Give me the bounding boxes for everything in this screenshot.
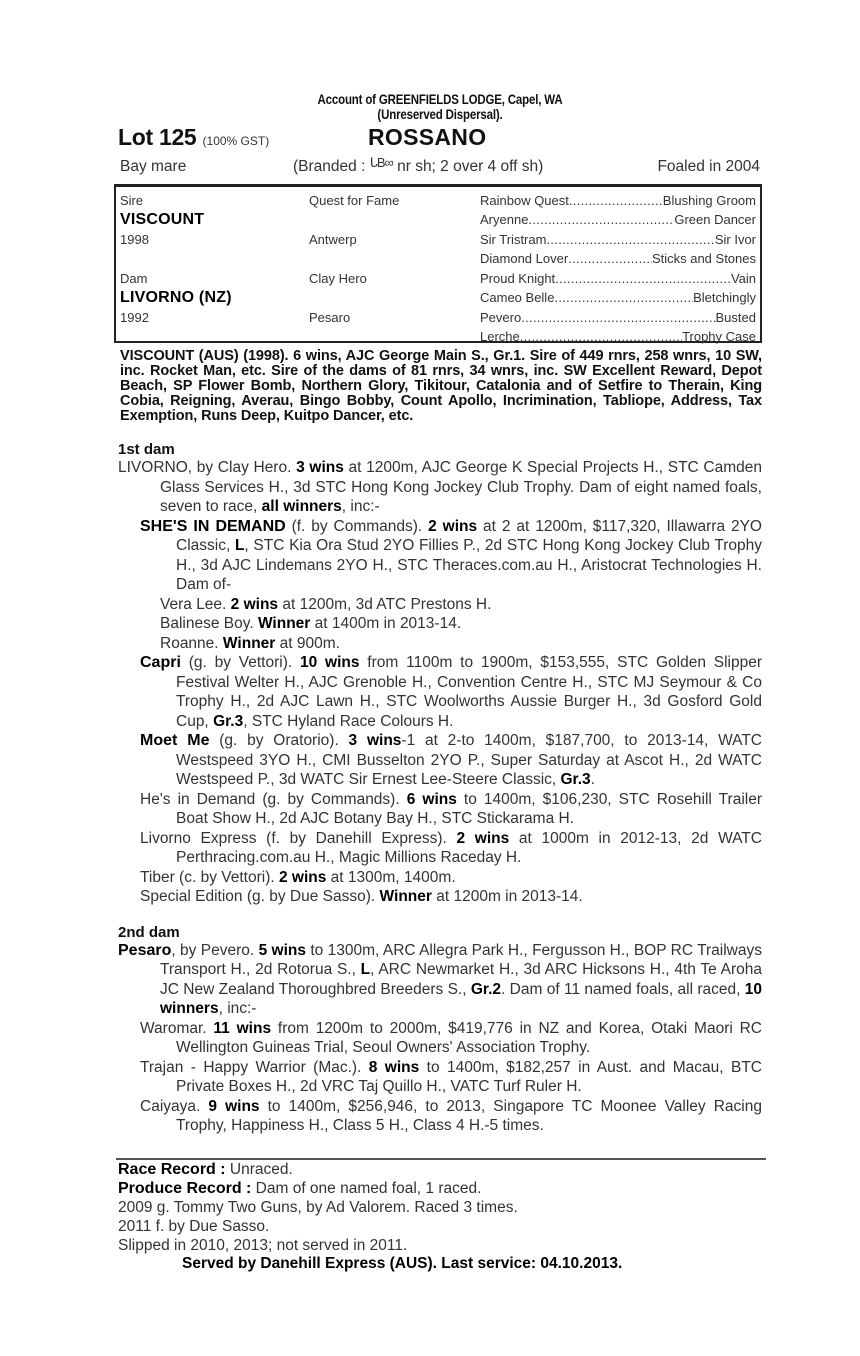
emphasis: Gr.2: [470, 980, 502, 998]
text: , by Clay Hero.: [187, 459, 297, 476]
pedigree-gen3-row: [480, 310, 756, 325]
gen3-left: Rainbow Quest: [480, 193, 569, 208]
text: to 1400m, $256,946, to 2013, Singapore TC Moonee Valley Racing Trophy, Happiness H., Class 5 H., Class 4 H.-5 times.: [176, 1097, 762, 1134]
progeny-name: Roanne.: [160, 634, 223, 652]
text: (g. by Vettori).: [180, 654, 300, 671]
gst-note: (100% GST): [202, 134, 270, 148]
pedigree-table: [114, 184, 762, 343]
emphasis: Gr.3: [213, 712, 244, 730]
produce-line: 2011 f. by Due Sasso.: [118, 1217, 270, 1235]
gen3-left: Proud Knight: [480, 271, 556, 286]
text: , inc:-: [218, 1000, 257, 1017]
text: (c. by Vettori).: [174, 868, 279, 886]
wins: 3 wins: [296, 459, 344, 476]
progeny-name: Tiber: [140, 868, 175, 886]
progeny-entry: [140, 790, 762, 829]
gen3-right: Bletchingly: [693, 290, 756, 305]
pedigree-gen3-row: [480, 212, 756, 227]
text: from 1100m to 1900m, $153,555, STC Golden Slipper Festival Welter H., AJC Grenoble H., Convention Centre H., STC MJ Seymour & Co Trophy H., 2d AJC Lawn H., STC Woolworths Aussie Burger H., 3d Gosford Gold Cup,: [176, 654, 762, 730]
text: to 1400m, $106,230, STC Rosehill Trailer Boat Show H., 2d AJC Botany Bay H., STC Stickarama H.: [176, 790, 762, 827]
grand-progeny-entry: [160, 595, 762, 615]
gen3-left: Diamond Lover: [480, 251, 569, 266]
wins: Winner: [379, 888, 432, 905]
dam-name: LIVORNO: [118, 459, 188, 476]
gen3-right: Vain: [730, 271, 756, 286]
text: (g. by Oratorio).: [209, 732, 349, 749]
lot-label: Lot 125: [118, 124, 197, 150]
gen3-right: Trophy Case: [682, 329, 756, 344]
progeny-name: Special Edition: [140, 888, 243, 905]
progeny-name: He's in Demand: [140, 790, 256, 808]
produce-line: 2009 g. Tommy Two Guns, by Ad Valorem. Raced 3 times.: [118, 1198, 518, 1216]
gen3-left: Aryenne: [480, 212, 529, 227]
progeny-entry: [140, 1097, 762, 1136]
second-dam-title: 2nd dam: [118, 923, 180, 941]
wins: 2 wins: [230, 595, 279, 613]
second-dam-intro: [118, 941, 762, 1019]
wins: 2 wins: [456, 829, 510, 847]
progeny-entry: [140, 1019, 762, 1058]
progeny-name: Livorno Express: [140, 829, 257, 847]
sire-name: VISCOUNT: [120, 211, 205, 228]
text: at 1400m in 2013-14.: [310, 615, 462, 632]
account-line: Account of GREENFIELDS LODGE, Capel, WA: [317, 91, 563, 107]
foaled-year: Foaled in 2004: [657, 158, 760, 175]
pedigree-gen3-row: [480, 193, 756, 208]
race-record-label: Race Record :: [118, 1160, 226, 1178]
progeny-entry: [140, 887, 762, 907]
dam-name: Pesaro: [118, 941, 172, 959]
gen3-right: Green Dancer: [674, 212, 756, 227]
text: (f. by Commands).: [285, 517, 429, 535]
text: at 1300m, 1400m.: [326, 868, 456, 886]
wins: 9 wins: [208, 1097, 260, 1115]
wins: 2 wins: [428, 517, 478, 535]
progeny-name: Waromar.: [140, 1019, 214, 1037]
wins: Winner: [222, 634, 276, 652]
text: at 900m.: [275, 634, 340, 652]
sire-year: 1998: [120, 232, 149, 247]
wins: 8 wins: [368, 1058, 420, 1076]
text: .: [590, 771, 595, 788]
text: at 2 at 1200m, $117,320, Illawarra 2YO Classic,: [176, 517, 762, 554]
text: , STC Kia Ora Stud 2YO Fillies P., 2d STC Hong Kong Jockey Club Trophy H., 3d AJC Lindemans 2YO H., STC Theraces.com.au H., Aristocrat Technologies H. Dam of-: [176, 537, 762, 593]
emphasis: 10 winners: [160, 980, 762, 1017]
wins: Winner: [257, 615, 311, 632]
pedigree-gen2: Quest for Fame: [309, 193, 400, 208]
text: to 1400m, $182,257 in Aust. and Macau, BTC Private Boxes H., 2d VRC Taj Quillo H., VATC Turf Ruler H.: [176, 1058, 762, 1095]
brand-suffix: nr sh; 2 over 4 off sh): [392, 158, 544, 175]
dam-year: 1992: [120, 310, 149, 325]
gen3-left: Cameo Belle: [480, 290, 555, 305]
progeny-entry: [140, 517, 762, 595]
text: (g. by Commands).: [255, 790, 407, 808]
horse-info: [118, 156, 762, 180]
wins: 2 wins: [278, 868, 327, 886]
pedigree-gen2: Antwerp: [309, 232, 357, 247]
pedigree-gen2: Pesaro: [309, 310, 351, 325]
progeny-name: Capri: [140, 654, 181, 671]
gen3-left: Pevero: [480, 310, 522, 325]
horse-name: ROSSANO: [368, 124, 487, 150]
progeny-entry: [140, 829, 762, 868]
first-dam-intro: [118, 458, 762, 517]
text: . Dam of 11 named foals, all raced,: [501, 980, 745, 998]
wins: 11 wins: [213, 1019, 272, 1037]
pedigree-gen3-row: [480, 251, 756, 266]
dam-name: LIVORNO (NZ): [120, 289, 232, 306]
text: at 1200m in 2013-14.: [431, 888, 583, 905]
emphasis: Gr.3: [560, 771, 591, 788]
progeny-entry: [140, 731, 762, 790]
dam-label: Dam: [120, 271, 148, 286]
text: , by Pevero.: [171, 941, 259, 959]
text: (g. by Due Sasso).: [242, 888, 380, 905]
produce-record-label: Produce Record :: [118, 1179, 252, 1197]
text: (f. by Danehill Express).: [256, 829, 457, 847]
progeny-entry: [140, 653, 762, 731]
progeny-entry: [140, 868, 762, 888]
sire-label: Sire: [120, 193, 144, 208]
text: , inc:-: [341, 498, 380, 515]
gen3-right: Sticks and Stones: [651, 251, 756, 266]
text: -1 at 2-to 1400m, $187,700, to 2013-14, WATC Westspeed 3YO H., CMI Busselton 2YO P., Super Saturday at Ascot H., 2d WATC Westspeed P., 3d WATC Sir Ernest Lee-Steere Classic,: [176, 732, 762, 788]
pedigree-gen3-row: [480, 290, 756, 305]
pedigree-gen3-row: [480, 271, 756, 286]
progeny-name: SHE'S IN DEMAND: [140, 517, 286, 535]
brand-info: [293, 155, 544, 176]
vendor-account: [118, 92, 762, 122]
first-dam-title: 1st dam: [118, 441, 175, 458]
brand-prefix: (Branded :: [293, 158, 370, 175]
grand-progeny-entry: [160, 634, 762, 654]
sex-colour: Bay mare: [120, 158, 187, 175]
race-record-value: Unraced.: [225, 1160, 293, 1178]
text: at 1200m, AJC George K Special Projects H., STC Camden Glass Services H., 3d STC Hong Kong Jockey Club Trophy. Dam of eight named foals, seven to race,: [160, 459, 762, 515]
pedigree-gen3-row: [480, 232, 756, 247]
lot-number: [118, 124, 269, 151]
gen3-right: Sir Ivor: [714, 232, 756, 247]
gen3-right: Busted: [715, 310, 756, 325]
dispersal-note: (Unreserved Dispersal).: [377, 106, 503, 122]
gen3-right: Blushing Groom: [662, 193, 756, 208]
service-note: Served by Danehill Express (AUS). Last service: 04.10.2013.: [182, 1254, 623, 1272]
sire-summary: VISCOUNT (AUS) (1998). 6 wins, AJC George Main S., Gr.1. Sire of 449 rnrs, 258 wnrs, 10 SW, inc. Rocket Man, etc. Sire of the dams of 81 rnrs, 34 wnrs, inc. SW Excellent Reward, Depot Beach, SP Flower Bomb, Northern Glory, Tikitour, Catalonia and of Setfire to Therain, King Cobia, Reigning, Averau, Bingo Bobby, Count Apollo, Incrimination, Tabliope, Address, Tax Exemption, Runs Deep, Kuitpo Dancer, etc.: [120, 348, 762, 424]
pedigree-gen3-row: [480, 329, 756, 344]
produce-line: Slipped in 2010, 2013; not served in 2011.: [118, 1236, 408, 1254]
wins: 6 wins: [406, 790, 457, 808]
produce-record-value: Dam of one named foal, 1 raced.: [251, 1179, 482, 1197]
gen3-left: Lerche: [480, 329, 520, 344]
grand-progeny-entry: [160, 614, 762, 634]
gen3-left: Sir Tristram: [480, 232, 547, 247]
emphasis: L: [234, 537, 245, 554]
race-record: [118, 1160, 762, 1179]
text: at 1000m in 2012-13, 2d WATC Perthracing.com.au H., Magic Millions Raceday H.: [176, 829, 762, 866]
text: from 1200m to 2000m, $419,776 in NZ and Korea, Otaki Maori RC Wellington Guineas Trial, Seoul Owners' Association Trophy.: [176, 1019, 762, 1056]
emphasis: all winners: [261, 498, 342, 515]
text: , STC Hyland Race Colours H.: [243, 712, 454, 730]
wins: 5 wins: [258, 941, 306, 959]
emphasis: L: [360, 961, 371, 978]
progeny-name: Caiyaya.: [140, 1097, 209, 1115]
catalogue-page: [118, 92, 762, 1273]
progeny-name: Balinese Boy.: [160, 615, 258, 632]
wins: 3 wins: [348, 732, 402, 749]
progeny-name: Trajan - Happy Warrior (Mac.).: [140, 1058, 369, 1076]
text: at 1200m, 3d ATC Prestons H.: [278, 595, 492, 613]
wins: 10 wins: [300, 654, 360, 671]
pedigree-gen2: Clay Hero: [309, 271, 367, 286]
lot-line: [118, 124, 762, 152]
progeny-name: Vera Lee.: [160, 595, 231, 613]
progeny-name: Moet Me: [140, 732, 210, 749]
produce-record: [118, 1179, 762, 1198]
text: to 1300m, ARC Allegra Park H., Fergusson H., BOP RC Trailways Transport H., 2d Rotorua S.,: [160, 941, 762, 978]
progeny-entry: [140, 1058, 762, 1097]
text: , ARC Newmarket H., 3d ARC Hicksons H., 4th Te Aroha JC New Zealand Thoroughbred Breeders S.,: [160, 961, 762, 998]
brand-glyph-icon: ᒐB∞: [369, 155, 393, 170]
